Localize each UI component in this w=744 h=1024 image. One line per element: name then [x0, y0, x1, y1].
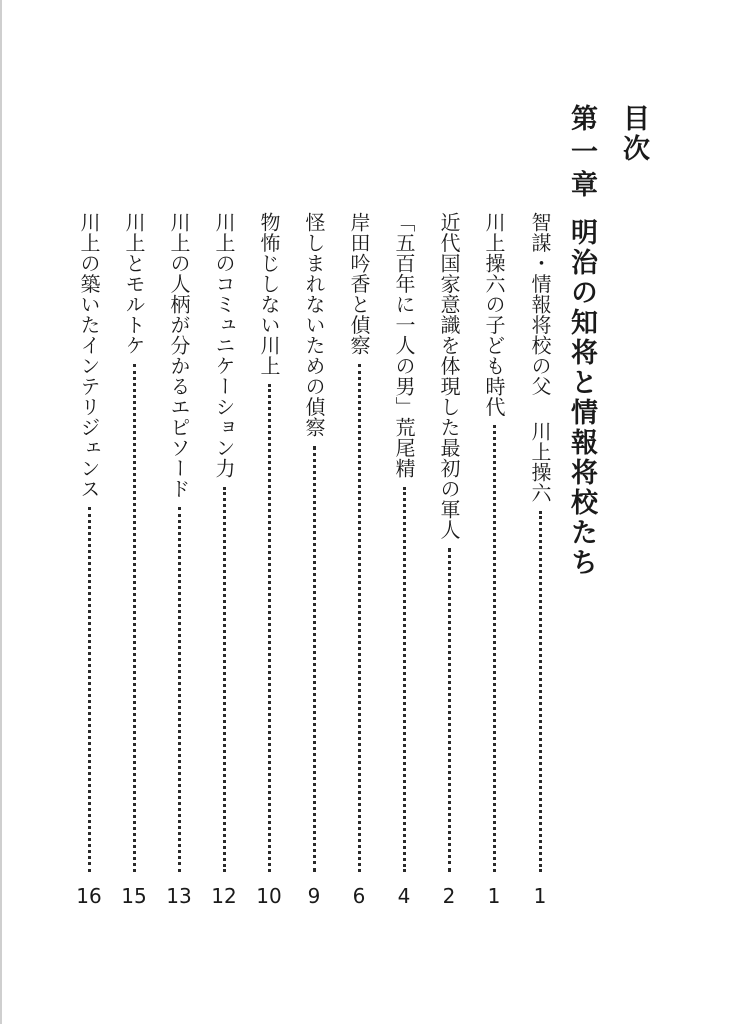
toc-entry-page: 10 — [256, 884, 282, 908]
leader-dots — [493, 425, 496, 872]
toc-entry-page: 2 — [442, 884, 456, 908]
toc-entry-title: 近代国家意識を体現した最初の軍人 — [437, 212, 461, 540]
toc-entry-2[interactable] — [482, 212, 506, 908]
toc-entry-10[interactable] — [122, 212, 146, 908]
leader-dots — [539, 511, 542, 872]
toc-entry-page: 1 — [487, 884, 501, 908]
leader-dots — [88, 507, 91, 872]
toc-entry-page: 12 — [211, 884, 237, 908]
leader-dots — [358, 364, 361, 873]
toc-entry-title: 川上の築いたインテリジェンス — [77, 212, 101, 499]
toc-entry-page: 4 — [397, 884, 411, 908]
toc-entry-title: 岸田吟香と偵察 — [347, 212, 371, 356]
toc-entry-7[interactable] — [257, 212, 281, 908]
toc-entry-title: 智謀・情報将校の父 川上操六 — [528, 212, 552, 503]
chapter-label: 第一章 — [566, 104, 597, 203]
toc-entry-title: 物怖じしない川上 — [257, 212, 281, 376]
chapter-title: 明治の知将と情報将校たち — [566, 218, 597, 578]
leader-dots — [403, 487, 406, 873]
toc-entry-9[interactable] — [167, 212, 191, 908]
toc-entry-title: 川上操六の子ども時代 — [482, 212, 506, 417]
toc-entry-page: 9 — [307, 884, 321, 908]
toc-entry-1[interactable] — [528, 212, 552, 908]
toc-entry-page: 13 — [166, 884, 192, 908]
leader-dots — [448, 548, 451, 872]
toc-entry-5[interactable] — [347, 212, 371, 908]
toc-entry-page: 1 — [533, 884, 547, 908]
toc-entry-page: 15 — [121, 884, 147, 908]
toc-entry-title: 「五百年に一人の男」荒尾精 — [392, 212, 416, 479]
toc-entry-page: 16 — [76, 884, 102, 908]
toc-title: 目次 — [618, 104, 649, 164]
toc-entry-11[interactable] — [77, 212, 101, 908]
leader-dots — [313, 446, 316, 873]
leader-dots — [178, 507, 181, 872]
toc-entry-6[interactable] — [302, 212, 326, 908]
toc-entry-8[interactable] — [212, 212, 236, 908]
leader-dots — [268, 384, 271, 872]
toc-entry-title: 川上のコミュニケーション力 — [212, 212, 236, 479]
toc-entry-page: 6 — [352, 884, 366, 908]
toc-entry-3[interactable] — [437, 212, 461, 908]
toc-entry-4[interactable] — [392, 212, 416, 908]
toc-entry-title: 怪しまれないための偵察 — [302, 212, 326, 438]
toc-entry-title: 川上の人柄が分かるエピソード — [167, 212, 191, 499]
leader-dots — [223, 487, 226, 873]
leader-dots — [133, 364, 136, 873]
toc-entry-title: 川上とモルトケ — [122, 212, 146, 356]
page-edge — [0, 0, 2, 1024]
